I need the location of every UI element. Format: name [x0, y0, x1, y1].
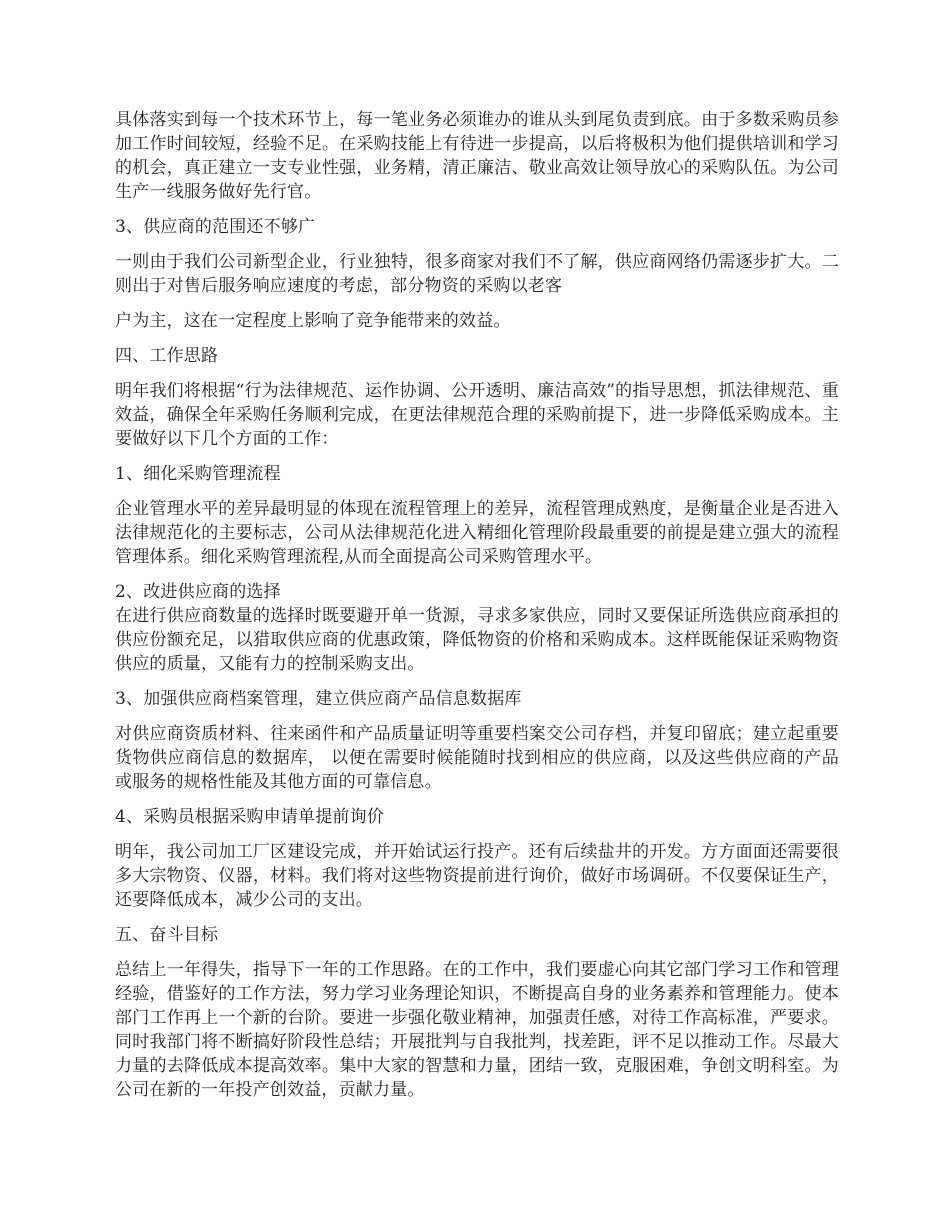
paragraph-archive-database: 对供应商资质材料、往来函件和产品质量证明等重要档案交公司存档，并复印留底；建立起重要货物供应商信息的数据库， 以便在需要时候能随时找到相应的供应商，以及这些供应商的产品或服务的规格性能及其他方面的可靠信息。: [115, 724, 839, 792]
heading-supplier-archive: 3、加强供应商档案管理，建立供应商产品信息数据库: [115, 689, 522, 709]
paragraph-guiding-ideology: 明年我们将根据“行为法律规范、运作协调、公开透明、廉洁高效”的指导思想，抓法律规范、重效益，确保全年采购任务顺利完成，在更法律规范合理的采购前提下，进一步降低采购成本。主要做好以下几个方面的工作：: [115, 381, 839, 449]
paragraph-responsibility: 具体落实到每一个技术环节上，每一笔业务必须谁办的谁从头到尾负责到底。由于多数采购员参加工作时间较短，经验不足。在采购技能上有待进一步提高，以后将极积为他们提供培训和学习的机会，真正建立一支专业性强，业务精，清正廉洁、敬业高效让领导放心的采购队伍。为公司生产一线服务做好先行官。: [115, 110, 839, 202]
paragraph-process-management: 企业管理水平的差异最明显的体现在流程管理上的差异，流程管理成熟度，是衡量企业是否进入法律规范化的主要标志，公司从法律规范化进入精细化管理阶段最重要的前提是建立强大的流程管理体系。细化采购管理流程,从而全面提高公司采购管理水平。: [115, 499, 839, 567]
paragraph-goals-summary: 总结上一年得失，指导下一年的工作思路。在的工作中，我们要虚心向其它部门学习工作和管理经验，借鉴好的工作方法，努力学习业务理论知识，不断提高自身的业务素养和管理能力。使本部门工作再上一个新的台阶。要进一步强化敬业精神，加强责任感，对待工作高标准，严要求。同时我部门将不断搞好阶段性总结；开展批判与自我批判，找差距，评不足以推动工作。尽最大力量的去降低成本提高效率。集中大家的智慧和力量，团结一致，克服困难，争创文明科室。为公司在新的一年投产创效益，贡献力量。: [115, 960, 839, 1100]
heading-work-ideas: 四、工作思路: [115, 346, 219, 366]
paragraph-supplier-network: 一则由于我们公司新型企业，行业独特，很多商家对我们不了解，供应商网络仍需逐步扩大。二则出于对售后服务响应速度的考虑，部分物资的采购以老客: [115, 252, 839, 296]
paragraph-supplier-selection: 在进行供应商数量的选择时既要避开单一货源，寻求多家供应，同时又要保证所选供应商承担的供应份额充足，以猎取供应商的优惠政策，降低物资的价格和采购成本。这样既能保证采购物资供应的质量，又能有力的控制采购支出。: [115, 606, 839, 674]
heading-refine-process: 1、细化采购管理流程: [115, 464, 281, 484]
heading-advance-inquiry: 4、采购员根据采购申请单提前询价: [115, 807, 385, 827]
heading-supplier-range: 3、供应商的范围还不够广: [115, 217, 316, 237]
paragraph-inquiry-plan: 明年，我公司加工厂区建设完成，并开始试运行投产。还有后续盐井的开发。方方面面还需要很多大宗物资、仪器，材料。我们将对这些物资提前进行询价，做好市场调研。不仅要保证生产，还要降低成本，减少公司的支出。: [115, 842, 839, 910]
paragraph-competition-effect: 户为主，这在一定程度上影响了竞争能带来的效益。: [115, 311, 511, 331]
heading-goals: 五、奋斗目标: [115, 925, 219, 945]
document-page: [115, 108, 839, 1113]
heading-improve-selection: 2、改进供应商的选择: [115, 582, 281, 602]
